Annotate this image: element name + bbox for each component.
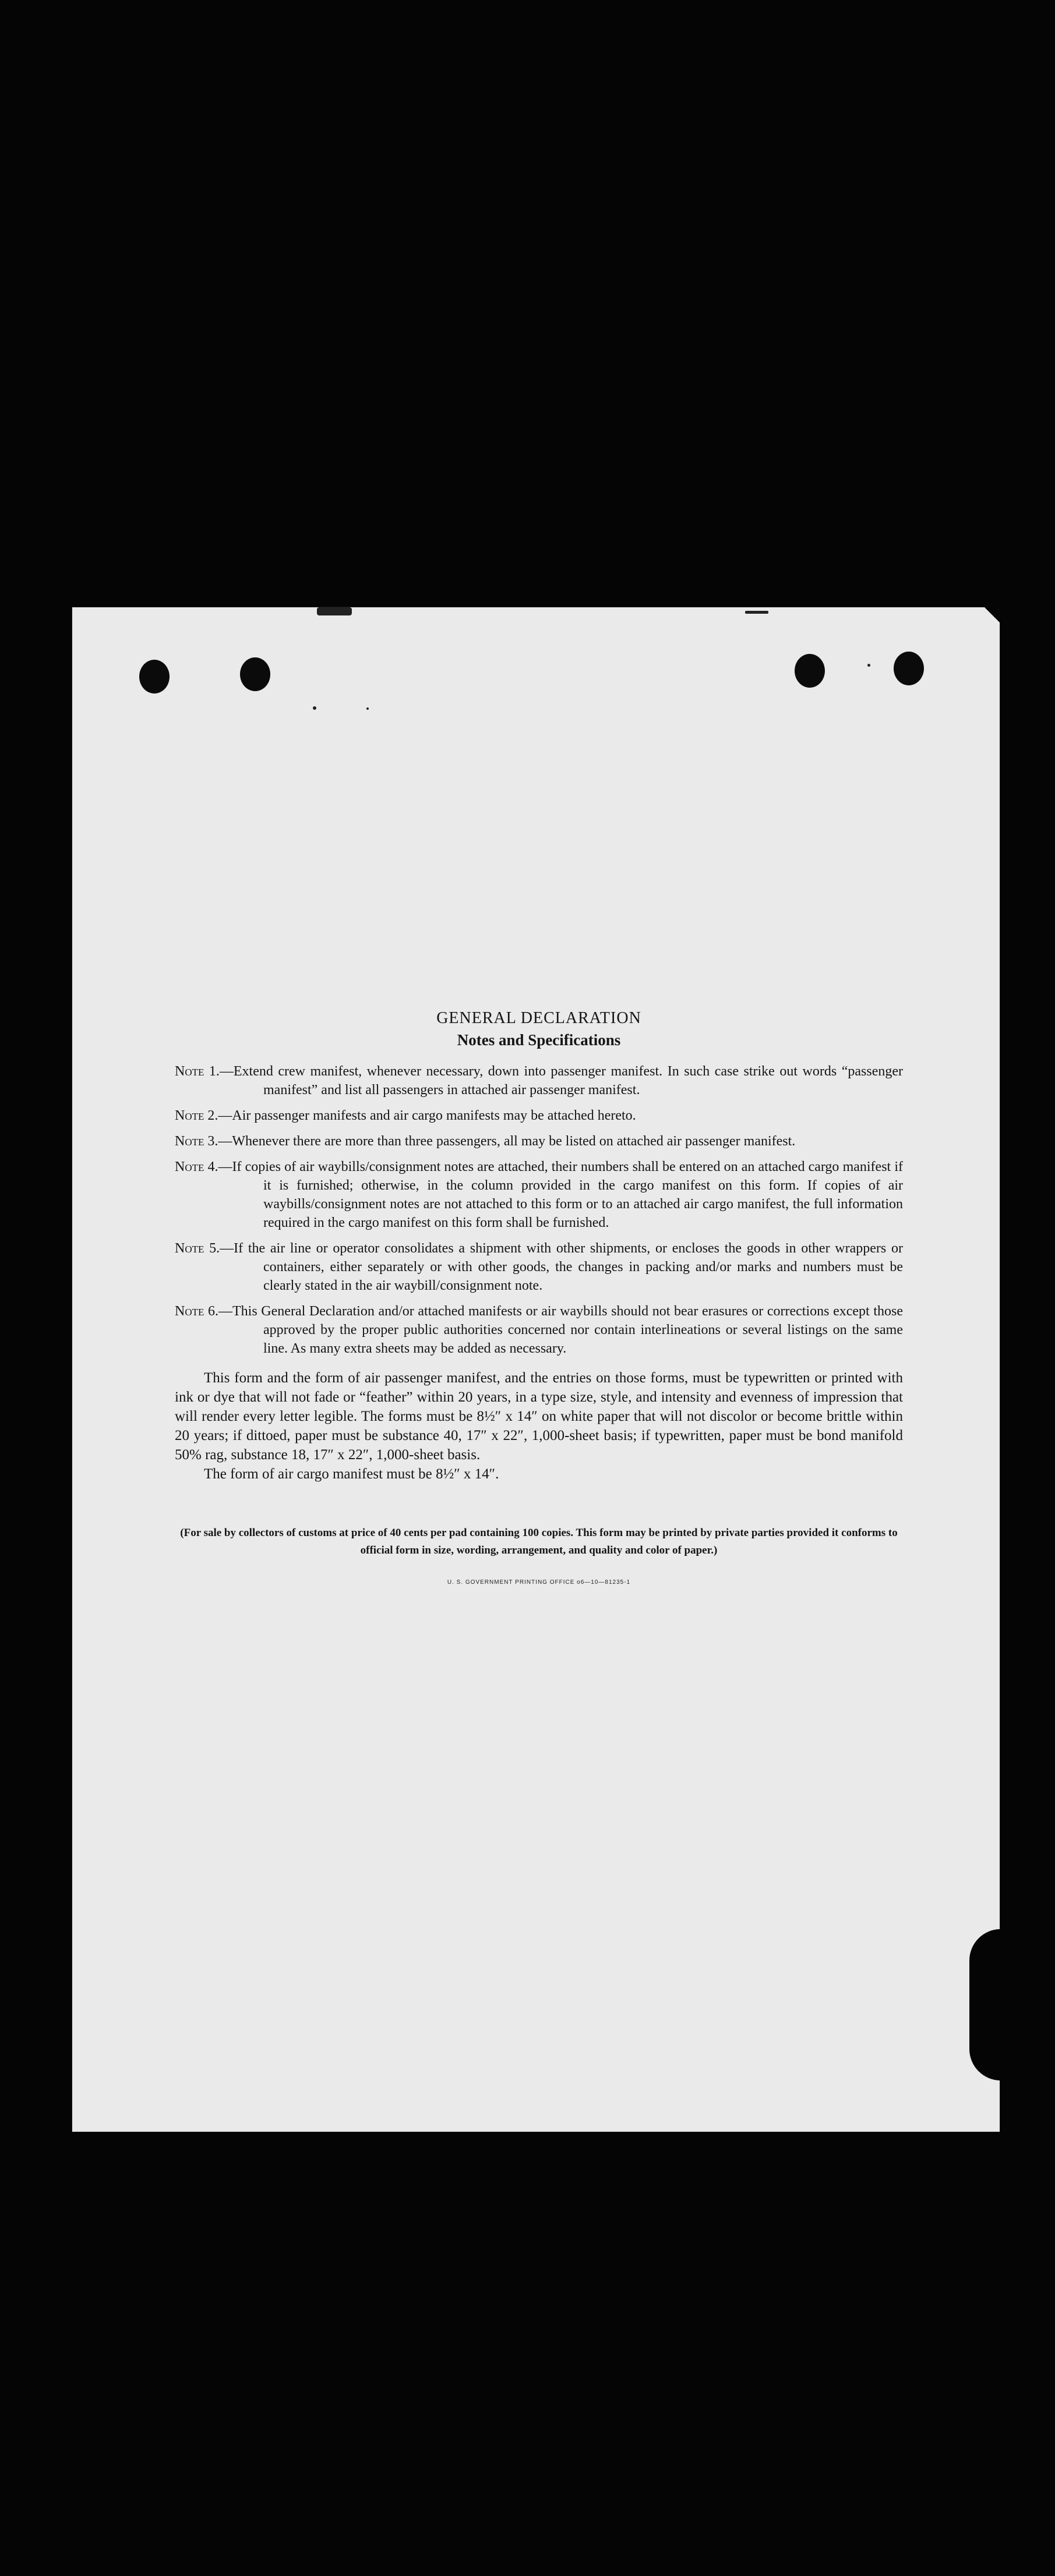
punch-hole-icon <box>139 660 170 693</box>
note-label: Note 6. <box>175 1304 219 1319</box>
note-text: —Whenever there are more than three passengers, all may be listed on attached air passenger manifest. <box>218 1134 796 1149</box>
punch-hole-icon <box>795 654 825 688</box>
page-edge-shadow <box>969 1929 1001 2080</box>
torn-corner <box>983 606 1001 624</box>
specification-paragraph: This form and the form of air passenger manifest, and the entries on those forms, must be typewritten or printed with ink or dye that will not fade or “feather” within 20 years, in a type size, style, and intensity and evenness of impression that will render every letter legible. The forms must be 8½″ x 14″ on white paper that will not discolor or become brittle within 20 years; if dittoed, paper must be substance 40, 17″ x 22″, 1,000-sheet basis; if typewritten, paper must be bond manifold 50% rag, substance 18, 17″ x 22″, 1,000-sheet basis. <box>175 1370 903 1463</box>
note-label: Note 2. <box>175 1108 218 1123</box>
note-label: Note 1. <box>175 1064 220 1079</box>
sale-note: (For sale by collectors of customs at price of 40 cents per pad containing 100 copies. This form may be printed by private parties provided it conforms to official form in size, wording, arrangement, and quality and color of paper.) <box>180 1527 898 1556</box>
punch-hole-icon <box>894 652 924 685</box>
note-text: —Extend crew manifest, whenever necessary, down into passenger manifest. In such case strike out words “passenger manifest” and list all passengers in attached air passenger manifest. <box>219 1064 903 1098</box>
page-title: GENERAL DECLARATION <box>436 1009 641 1027</box>
note-text: —Air passenger manifests and air cargo manifests may be attached hereto. <box>218 1108 636 1123</box>
note-3 <box>175 1132 903 1151</box>
note-label: Note 3. <box>175 1134 218 1149</box>
note-6 <box>175 1302 903 1358</box>
page-subtitle: Notes and Specifications <box>457 1031 621 1049</box>
note-label: Note 4. <box>175 1159 218 1174</box>
note-text: —This General Declaration and/or attached manifests or air waybills should not bear erasures or corrections except those approved by the proper public authorities concerned nor contain interlineations or several listings on the same line. As many extra sheets may be added as necessary. <box>218 1304 903 1356</box>
cargo-manifest-size: The form of air cargo manifest must be 8½″ x 14″. <box>204 1466 499 1482</box>
speck-mark <box>317 607 352 615</box>
note-5 <box>175 1239 903 1295</box>
printing-office-imprint: U. S. GOVERNMENT PRINTING OFFICE o6—10—81235-1 <box>447 1579 631 1586</box>
note-1 <box>175 1062 903 1099</box>
speck-mark <box>366 707 369 710</box>
speck-mark <box>745 611 768 614</box>
speck-mark <box>867 664 870 667</box>
speck-mark <box>313 706 316 710</box>
note-2 <box>175 1106 903 1125</box>
note-label: Note 5. <box>175 1241 220 1256</box>
declaration-content <box>175 1009 903 1586</box>
note-4 <box>175 1158 903 1232</box>
note-text: —If the air line or operator consolidates a shipment with other shipments, or encloses the goods in other wrappers or containers, either separately or with other goods, the changes in packing and/or marks and numbers must be clearly stated in the air waybill/consignment note. <box>220 1241 903 1293</box>
punch-hole-icon <box>240 657 270 691</box>
note-text: —If copies of air waybills/consignment notes are attached, their numbers shall be entered on an attached cargo manifest if it is furnished; otherwise, in the column provided in the cargo manifest on this form. If copies of air waybills/consignment notes are not attached to this form or to an attached air cargo manifest, the full information required in the cargo manifest on this form shall be furnished. <box>218 1159 903 1230</box>
